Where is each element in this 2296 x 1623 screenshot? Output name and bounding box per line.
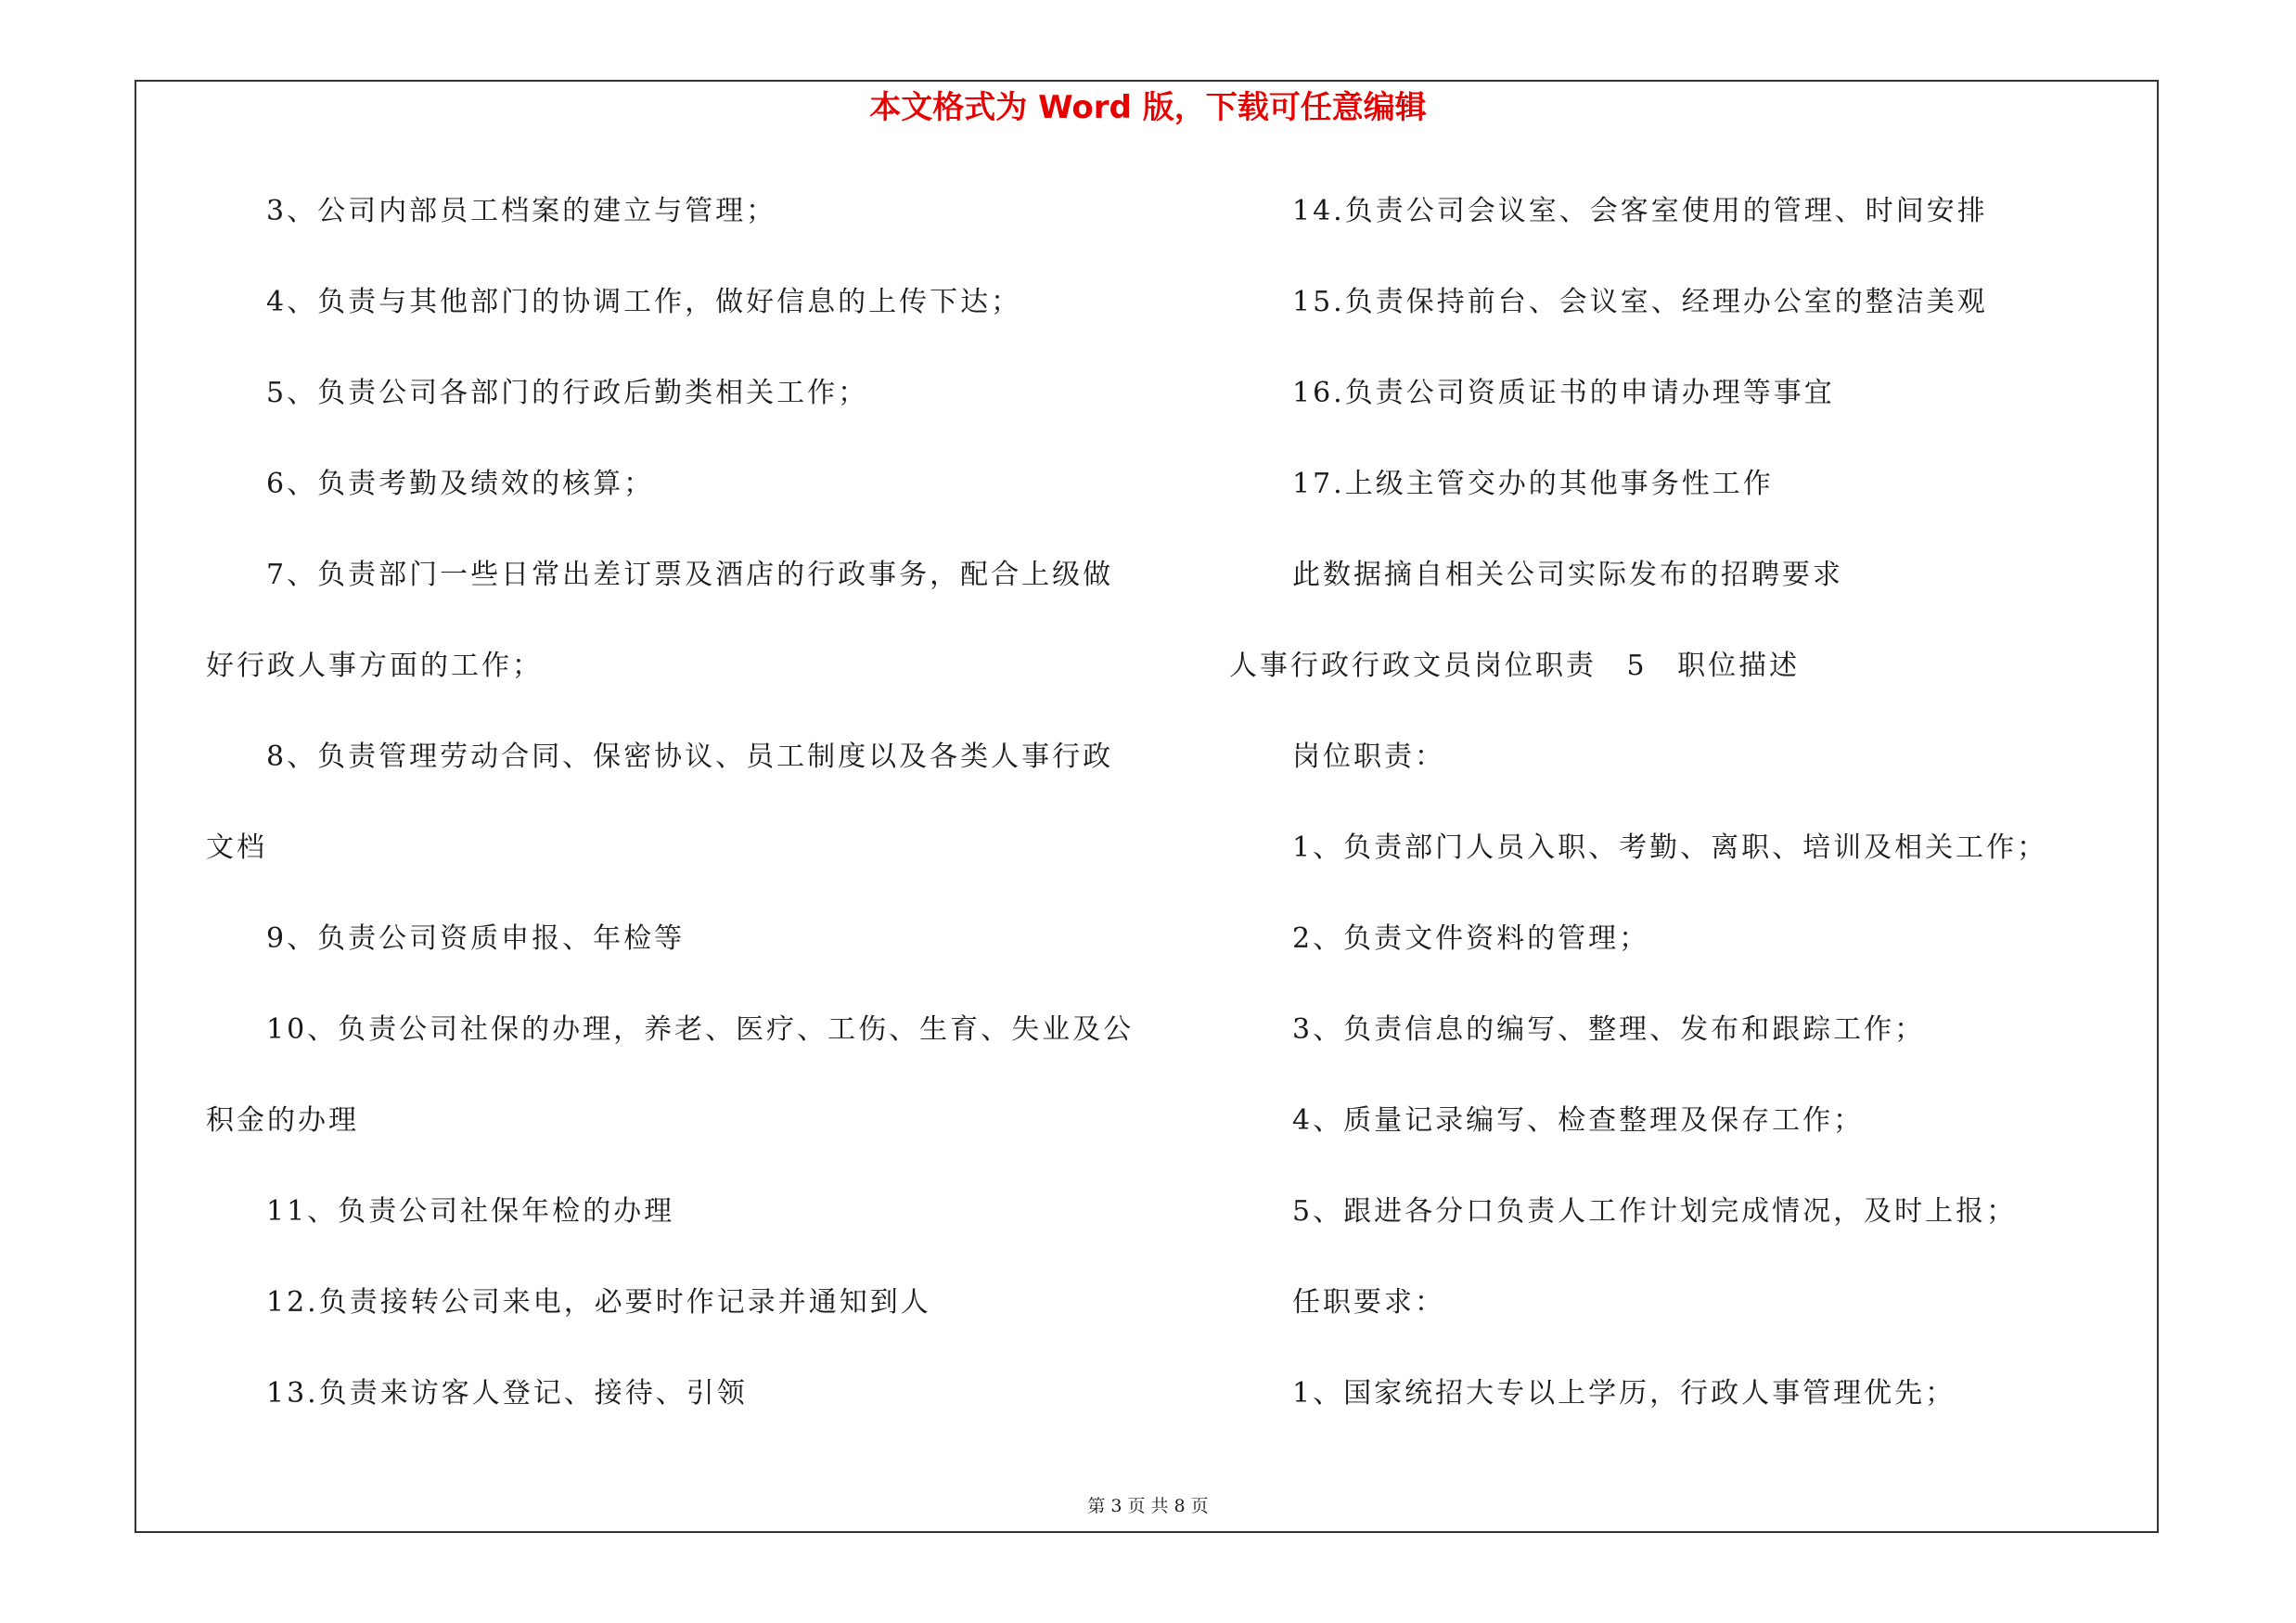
left-line-10: 10、负责公司社保的办理，养老、医疗、工伤、生育、失业及公 <box>266 1013 1135 1046</box>
left-line-3: 5、负责公司各部门的行政后勤类相关工作； <box>266 377 869 409</box>
right-line-11: 4、质量记录编写、检查整理及保存工作； <box>1292 1104 1865 1137</box>
page-number: 第 3 页 共 8 页 <box>1087 1496 1209 1516</box>
left-line-4: 6、负责考勤及绩效的核算； <box>266 468 655 500</box>
right-line-7: 岗位职责： <box>1292 741 1445 773</box>
left-line-5: 7、负责部门一些日常出差订票及酒店的行政事务，配合上级做 <box>266 559 1114 591</box>
banner-text: 本文格式为 Word 版，下载可任意编辑 <box>869 89 1427 126</box>
left-line-9: 9、负责公司资质申报、年检等 <box>266 922 686 955</box>
right-line-10: 3、负责信息的编写、整理、发布和跟踪工作； <box>1292 1013 1926 1046</box>
right-line-3: 16.负责公司资质证书的申请办理等事宜 <box>1292 377 1835 409</box>
left-line-14: 13.负责来访客人登记、接待、引领 <box>266 1377 748 1410</box>
left-line-7: 8、负责管理劳动合同、保密协议、员工制度以及各类人事行政 <box>266 741 1114 773</box>
left-line-8: 文档 <box>206 831 267 864</box>
page-footer <box>0 1494 2296 1518</box>
right-line-4: 17.上级主管交办的其他事务性工作 <box>1292 468 1774 500</box>
right-line-1: 14.负责公司会议室、会客室使用的管理、时间安排 <box>1292 195 1988 227</box>
right-line-5: 此数据摘自相关公司实际发布的招聘要求 <box>1292 559 1843 591</box>
left-line-13: 12.负责接转公司来电，必要时作记录并通知到人 <box>266 1286 931 1319</box>
left-line-11: 积金的办理 <box>206 1104 359 1137</box>
right-line-9: 2、负责文件资料的管理； <box>1292 922 1650 955</box>
right-line-13: 任职要求： <box>1292 1286 1445 1319</box>
right-line-8: 1、负责部门人员入职、考勤、离职、培训及相关工作； <box>1292 831 2048 864</box>
right-line-14: 1、国家统招大专以上学历，行政人事管理优先； <box>1292 1377 1956 1410</box>
right-line-12: 5、跟进各分口负责人工作计划完成情况，及时上报； <box>1292 1195 2018 1228</box>
left-line-1: 3、公司内部员工档案的建立与管理； <box>266 195 777 227</box>
right-line-2: 15.负责保持前台、会议室、经理办公室的整洁美观 <box>1292 286 1988 318</box>
left-line-6: 好行政人事方面的工作； <box>206 650 543 682</box>
left-line-12: 11、负责公司社保年检的办理 <box>266 1195 675 1228</box>
document-banner <box>0 85 2296 130</box>
right-section-heading: 人事行政行政文员岗位职责 5 职位描述 <box>1229 650 1801 682</box>
left-line-2: 4、负责与其他部门的协调工作，做好信息的上传下达； <box>266 286 1022 318</box>
